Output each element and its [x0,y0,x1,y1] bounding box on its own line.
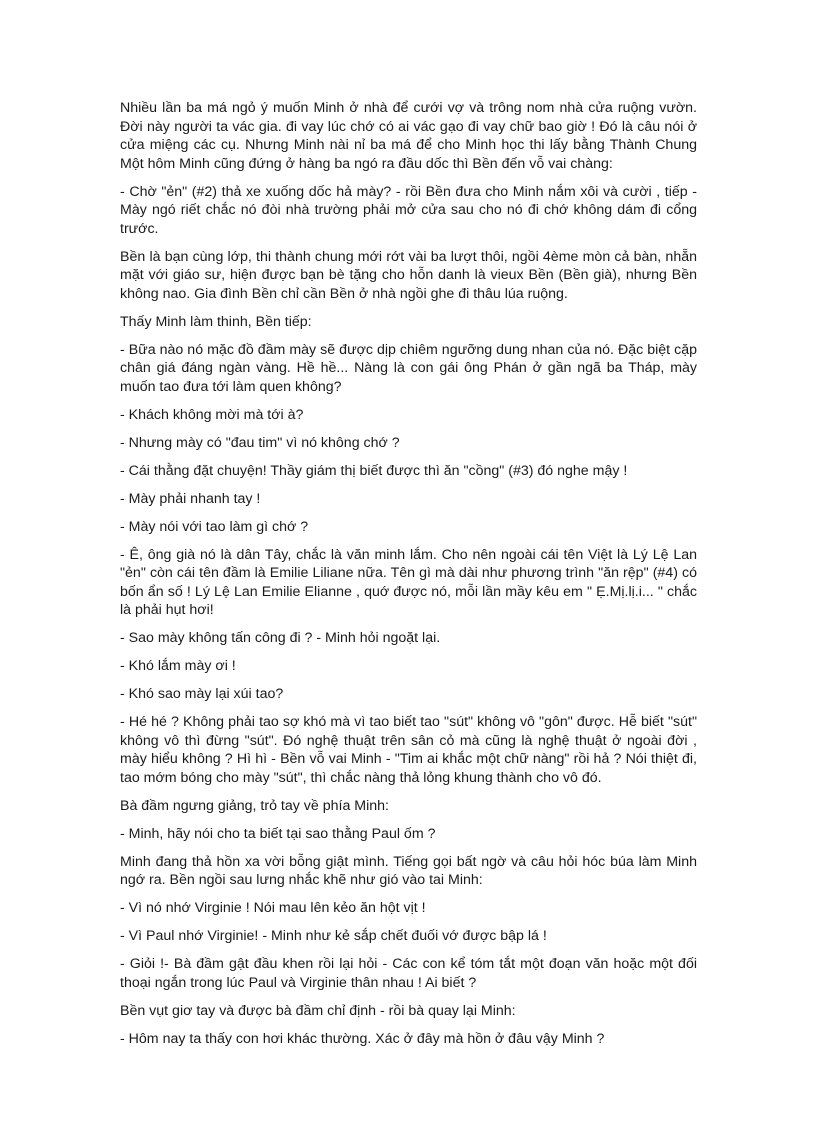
paragraph: Minh đang thả hồn xa vời bỗng giật mình. Tiếng gọi bất ngờ và câu hỏi hóc búa làm Minh ngớ ra. Bền ngồi sau lưng nhắc khẽ như gió vào tai Minh: [120,853,697,888]
paragraph: Bền là bạn cùng lớp, thi thành chung mới rớt vài ba lượt thôi, ngồi 4ème mòn cả bàn, nhẵn mặt với giáo sư, hiện được bạn bè tặng cho hỗn danh là vieux Bền (Bền già), nhưng Bền không nao. Gia đình Bền chỉ cần Bền ở nhà ngồi ghe đi thâu lúa ruộng. [120,248,697,302]
paragraph: - Mày phải nhanh tay ! [120,490,261,507]
paragraph: - Hé hé ? Không phải tao sợ khó mà vì tao biết tao "sút" không vô "gôn" được. Hễ biết "sút" không vô thì đừng "sút". Đó nghệ thuật trên sân cỏ mà cũng là nghệ thuật ở ngoài đời , mày hiểu không ? Hì hì - Bền vỗ vai Minh - "Tim ai khắc một chữ nàng" rồi hả ? Nói thiệt đi, tao mớm bóng cho mày "sút", thì chắc nàng thả lỏng khung thành cho vô đó. [120,714,697,786]
paragraph: - Minh, hãy nói cho ta biết tại sao thằng Paul ốm ? [120,825,436,842]
paragraph: - Vì Paul nhớ Virginie! - Minh như kẻ sắp chết đuối vớ được bập lá ! [120,928,547,944]
document-page [120,99,697,1058]
paragraph: - Nhưng mày có "đau tim" vì nó không chớ ? [120,434,400,451]
paragraph: - Mày nói với tao làm gì chớ ? [120,518,309,535]
paragraph: - Chờ "ẻn" (#2) thả xe xuống dốc hả mày? - rồi Bền đưa cho Minh nắm xôi và cười , tiếp - Mày ngó riết chắc nó đòi nhà trường phải mở cửa sau cho nó đi chớ không dám đi cổng trước. [120,183,697,237]
paragraph: Bền vụt giơ tay và được bà đầm chỉ định - rồi bà quay lại Minh: [120,1002,516,1019]
paragraph: - Cái thằng đặt chuyện! Thầy giám thị biết được thì ăn "cồng" (#3) đó nghe mậy ! [120,462,628,479]
paragraph: - Hôm nay ta thấy con hơi khác thường. Xác ở đây mà hồn ở đâu vậy Minh ? [120,1030,605,1047]
paragraph: - Sao mày không tấn công đi ? - Minh hỏi ngoặt lại. [120,630,441,646]
paragraph: - Khách không mời mà tới à? [120,406,304,423]
paragraph: - Giỏi !- Bà đầm gật đầu khen rồi lại hỏi - Các con kể tóm tắt một đoạn văn hoặc một đối thoại ngắn trong lúc Paul và Virginie thân nhau ! Ai biết ? [120,956,697,991]
paragraph: - Ê, ông già nó là dân Tây, chắc là văn minh lắm. Cho nên ngoài cái tên Việt là Lý Lệ Lan "ẻn" còn cái tên đầm là Emilie Liliane nữa. Tên gì mà dài như phương trình "ăn rệp" (#4) có bốn ẩn số ! Lý Lệ Lan Emilie Elianne , quớ được nó, mỗi lần mầy kêu em " Ẹ.Mị.lị.i... " chắc là phải hụt hơi! [120,546,697,618]
paragraph: - Vì nó nhớ Virginie ! Nói mau lên kẻo ăn hột vịt ! [120,900,426,916]
paragraph: Thấy Minh làm thinh, Bền tiếp: [120,313,312,330]
paragraph: Bà đầm ngưng giảng, trỏ tay về phía Minh: [120,797,389,814]
paragraph: - Khó sao mày lại xúi tao? [120,686,284,702]
paragraph: - Bữa nào nó mặc đồ đầm mày sẽ được dịp chiêm ngưỡng dung nhan của nó. Đặc biệt cặp chân giá đáng ngàn vàng. Hề hề... Nàng là con gái ông Phán ở gần ngã ba Tháp, mày muốn tao đưa tới làm quen không? [120,341,697,395]
paragraph: - Khó lắm mày ơi ! [120,658,236,674]
paragraph: Nhiều lần ba má ngỏ ý muốn Minh ở nhà để cưới vợ và trông nom nhà cửa ruộng vườn. Đời này người ta vác gia. đi vay lúc chớ có ai vác gạo đi vay chữ bao giờ ! Đó là câu nói ở cửa miệng các cụ. Nhưng Minh nài nỉ ba má để cho Minh học thi lấy bằng Thành Chung Một hôm Minh cũng đứng ở hàng ba ngó ra đầu dốc thì Bền đến vỗ vai chàng: [120,100,697,172]
